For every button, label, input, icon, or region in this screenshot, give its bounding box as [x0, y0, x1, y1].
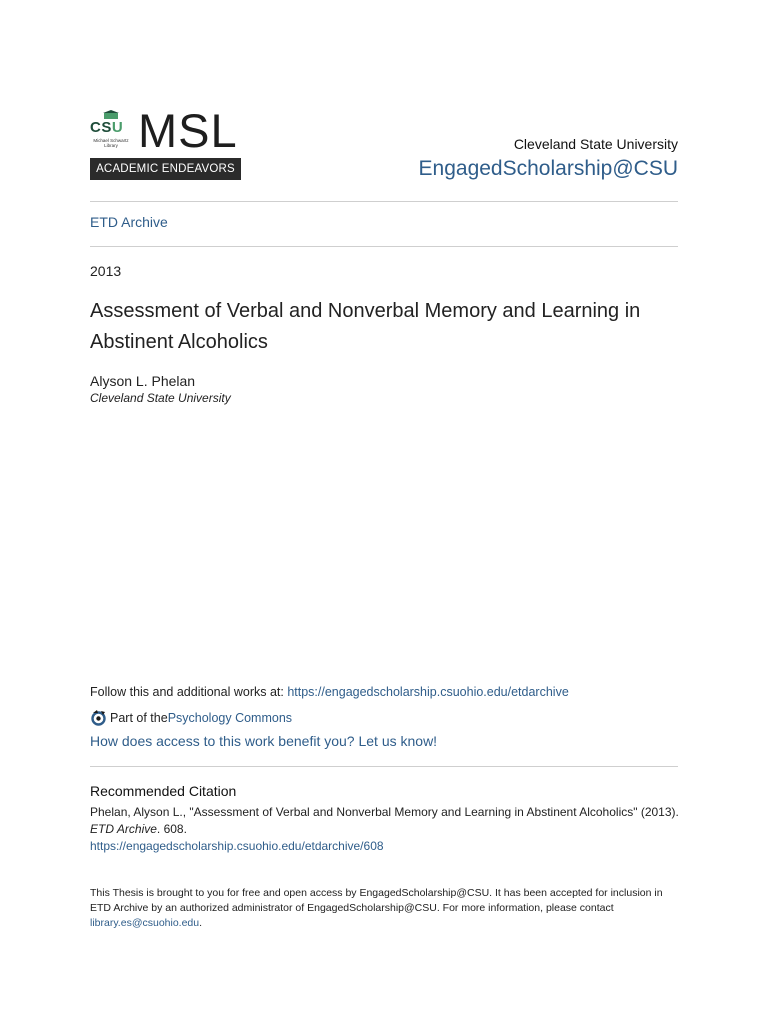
- msl-logo: [90, 104, 242, 182]
- divider: [90, 766, 678, 767]
- open-access-icon: [90, 709, 107, 726]
- etdarchive-url-link[interactable]: https://engagedscholarship.csuohio.edu/etdarchive: [287, 685, 569, 699]
- contact-email-link[interactable]: library.es@csuohio.edu: [90, 917, 200, 929]
- psychology-commons-link[interactable]: Psychology Commons: [167, 710, 293, 725]
- library-building-icon: [102, 110, 120, 119]
- author-affiliation: Cleveland State University: [90, 391, 231, 405]
- msl-wordmark: MSL: [138, 104, 238, 157]
- part-of-line: [90, 709, 292, 726]
- university-name: Cleveland State University: [513, 136, 678, 152]
- part-of-label: Part of the: [110, 710, 168, 725]
- csu-logo-text: CSU: [90, 119, 124, 136]
- access-statement: This Thesis is brought to you for free and open access by EngagedScholarship@CSU. It has been accepted for inclusion in ETD Archive by an authorized administrator of EngagedScholarship@CSU. For more information, please contact library.es@csuohio.edu.: [90, 887, 663, 929]
- divider: [90, 246, 678, 247]
- access-feedback-link[interactable]: How does access to this work benefit you? Let us know!: [90, 733, 438, 749]
- repository-link[interactable]: EngagedScholarship@CSU: [418, 157, 678, 180]
- citation-text: Phelan, Alyson L., "Assessment of Verbal and Nonverbal Memory and Learning in Abstinent Alcoholics" (2013). ETD Archive. 608. https://engagedscholarship.csuohio.edu/etdarchive/608: [90, 805, 679, 853]
- follow-line: [90, 685, 569, 699]
- journal-name: ETD Archive: [90, 822, 157, 836]
- author-name: Alyson L. Phelan: [90, 373, 196, 389]
- academic-endeavors-bar: ACADEMIC ENDEAVORS: [90, 158, 241, 180]
- follow-label: Follow this and additional works at:: [90, 685, 288, 699]
- library-name: Michael Schwartz Library: [93, 138, 129, 148]
- divider: [90, 201, 678, 202]
- citation-url-link[interactable]: https://engagedscholarship.csuohio.edu/etdarchive/608: [90, 839, 384, 853]
- publication-year: 2013: [90, 263, 122, 279]
- recommended-citation-heading: Recommended Citation: [90, 783, 237, 799]
- thesis-title: Assessment of Verbal and Nonverbal Memory and Learning in Abstinent Alcoholics: [90, 300, 641, 353]
- etd-archive-link[interactable]: ETD Archive: [90, 214, 168, 230]
